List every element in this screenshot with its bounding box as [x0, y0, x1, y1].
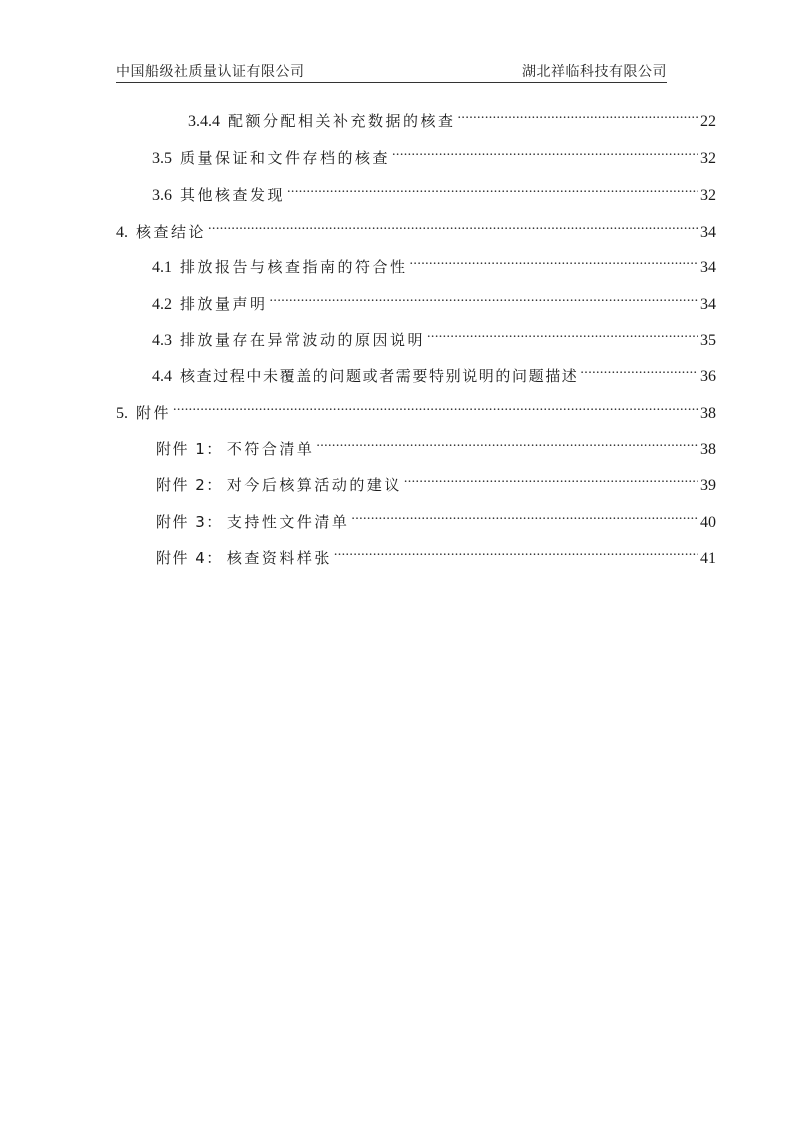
toc-entry-page: 40 [700, 514, 716, 531]
toc-entry-title: 不符合清单 [226, 440, 315, 458]
toc-entry-title: 其他核查发现 [180, 186, 286, 204]
toc-entry-page: 36 [700, 368, 716, 385]
toc-entry-number: 4.2 [152, 296, 172, 313]
toc-dot-leader [316, 428, 698, 454]
toc-dot-leader [287, 174, 698, 200]
toc-entry-title: 排放报告与核查指南的符合性 [180, 258, 408, 276]
toc-dot-leader [351, 501, 698, 527]
toc-entry-title: 对今后核算活动的建议 [226, 476, 402, 494]
toc-dot-leader [173, 392, 698, 418]
toc-entry-title: 核查资料样张 [226, 549, 332, 567]
toc-entry-number: 5. [116, 405, 128, 422]
toc-entry-page: 34 [700, 259, 716, 276]
toc-entry-3-6[interactable] [152, 174, 716, 204]
toc-entry-number: 4.3 [152, 332, 172, 349]
toc-entry-appendix-2[interactable] [156, 464, 716, 494]
toc-entry-title: 附件 [136, 404, 172, 422]
toc-entry-3-5[interactable] [152, 137, 716, 167]
toc-entry-title: 支持性文件清单 [226, 513, 350, 531]
toc-dot-leader [458, 100, 698, 126]
toc-dot-leader [410, 246, 698, 272]
toc-dot-leader [580, 355, 698, 381]
toc-entry-number: 3.5 [152, 150, 172, 167]
toc-entry-number: 附件 3： [156, 513, 223, 531]
toc-entry-appendix-1[interactable] [156, 428, 716, 458]
toc-entry-title: 排放量声明 [180, 295, 268, 313]
toc-entry-title: 质量保证和文件存档的核查 [180, 149, 391, 167]
toc-entry-page: 32 [700, 187, 716, 204]
toc-entry-page: 39 [700, 477, 716, 494]
toc-dot-leader [270, 283, 698, 309]
toc-entry-3-4-4[interactable] [188, 100, 716, 130]
toc-entry-4-4[interactable] [152, 355, 716, 385]
page-header [116, 58, 667, 83]
toc-entry-title: 排放量存在异常波动的原因说明 [180, 331, 426, 349]
toc-entry-number: 附件 2： [156, 476, 223, 494]
toc-entry-page: 34 [700, 224, 716, 241]
toc-entry-title: 配额分配相关补充数据的核查 [228, 112, 456, 130]
toc-entry-5[interactable] [116, 392, 716, 422]
toc-entry-page: 38 [700, 441, 716, 458]
toc-entry-number: 附件 1： [156, 440, 223, 458]
header-left-company: 中国船级社质量认证有限公司 [116, 64, 305, 80]
toc-entry-4-2[interactable] [152, 283, 716, 313]
toc-entry-number: 4.1 [152, 259, 172, 276]
toc-entry-title: 核查结论 [136, 223, 207, 241]
toc-entry-4[interactable] [116, 211, 716, 241]
toc-entry-page: 22 [700, 113, 716, 130]
toc-entry-number: 3.4.4 [188, 113, 220, 130]
toc-entry-4-3[interactable] [152, 319, 716, 349]
toc-entry-number: 4. [116, 224, 128, 241]
toc-entry-number: 附件 4： [156, 549, 223, 567]
toc-entry-4-1[interactable] [152, 246, 716, 276]
toc-entry-page: 34 [700, 296, 716, 313]
toc-entry-title: 核查过程中未覆盖的问题或者需要特别说明的问题描述 [180, 367, 579, 385]
toc-entry-page: 38 [700, 405, 716, 422]
toc-dot-leader [404, 464, 698, 490]
toc-entry-page: 32 [700, 150, 716, 167]
toc-dot-leader [334, 537, 698, 563]
toc-dot-leader [208, 211, 698, 237]
toc-entry-number: 3.6 [152, 187, 172, 204]
toc-dot-leader [392, 137, 698, 163]
toc-entry-page: 41 [700, 550, 716, 567]
toc-entry-appendix-4[interactable] [156, 537, 716, 567]
header-right-company: 湖北祥临科技有限公司 [522, 64, 667, 80]
toc-entry-appendix-3[interactable] [156, 501, 716, 531]
toc-dot-leader [427, 319, 698, 345]
toc-entry-number: 4.4 [152, 368, 172, 385]
toc-entry-page: 35 [700, 332, 716, 349]
